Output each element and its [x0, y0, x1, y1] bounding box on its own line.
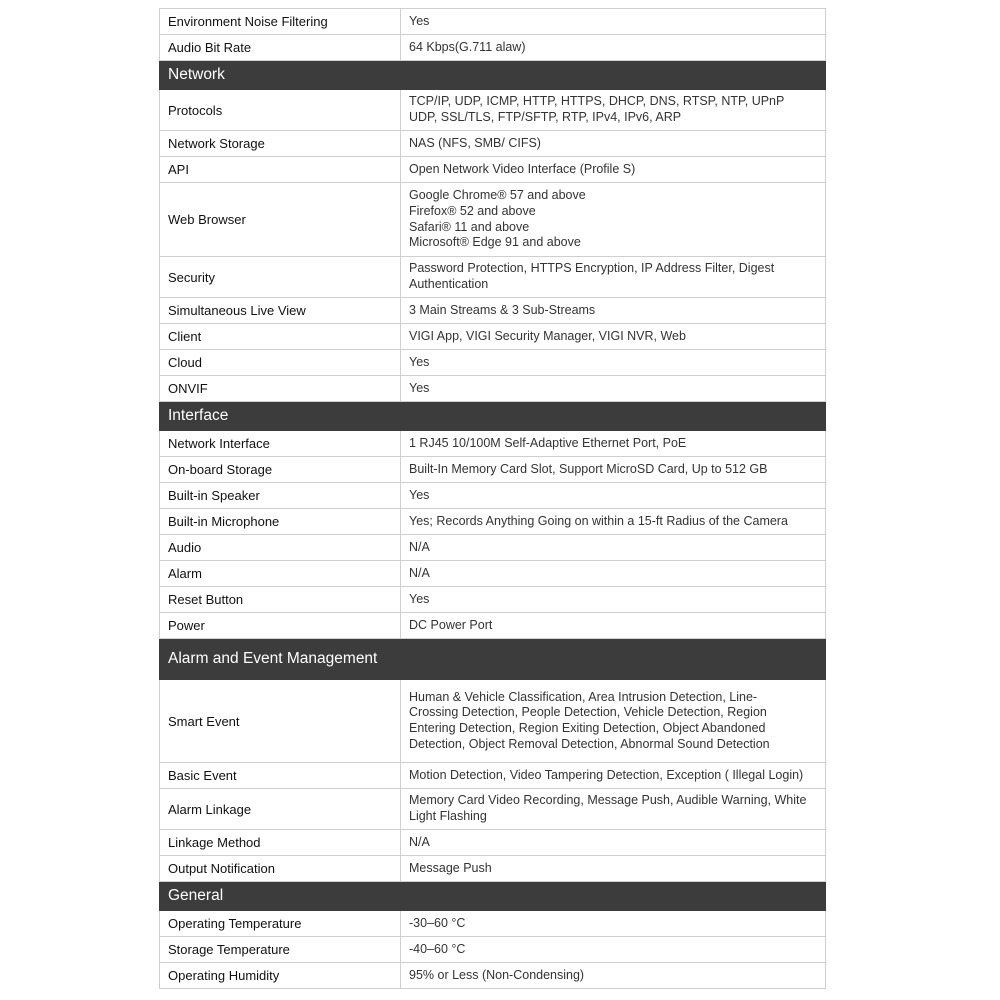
spec-key: Audio — [160, 535, 401, 561]
spec-value — [401, 587, 826, 613]
spec-key: Client — [160, 324, 401, 350]
spec-value — [401, 830, 826, 856]
spec-value — [401, 457, 826, 483]
spec-value-line: Built-In Memory Card Slot, Support MicroSD Card, Up to 512 GB — [409, 461, 768, 476]
spec-key: Protocols — [160, 90, 401, 131]
spec-value-line: -40–60 °C — [409, 941, 466, 956]
spec-key: Audio Bit Rate — [160, 35, 401, 61]
spec-key: Security — [160, 257, 401, 298]
spec-value-line: UDP, SSL/TLS, FTP/SFTP, RTP, IPv4, IPv6, ARP — [409, 110, 682, 124]
spec-key: Cloud — [160, 350, 401, 376]
spec-value-line: N/A — [409, 565, 430, 580]
spec-value — [401, 535, 826, 561]
table-row — [160, 509, 826, 535]
section-header — [160, 61, 826, 90]
spec-key: On-board Storage — [160, 457, 401, 483]
table-row — [160, 830, 826, 856]
spec-value-line: N/A — [409, 834, 430, 849]
spec-value — [401, 350, 826, 376]
spec-key: Linkage Method — [160, 830, 401, 856]
table-row — [160, 483, 826, 509]
spec-value — [401, 680, 826, 763]
spec-key: Alarm — [160, 561, 401, 587]
table-row — [160, 35, 826, 61]
spec-value-line: VIGI App, VIGI Security Manager, VIGI NVR, Web — [409, 328, 686, 343]
spec-table — [159, 8, 826, 989]
spec-value-line: Microsoft® Edge 91 and above — [409, 235, 581, 250]
spec-key: Power — [160, 613, 401, 639]
spec-key: Operating Temperature — [160, 911, 401, 937]
table-row — [160, 431, 826, 457]
spec-value-line: NAS (NFS, SMB/ CIFS) — [409, 135, 541, 150]
spec-value-line: 3 Main Streams & 3 Sub-Streams — [409, 302, 596, 317]
spec-value — [401, 856, 826, 882]
spec-key: Network Storage — [160, 131, 401, 157]
table-row — [160, 561, 826, 587]
spec-value-line: Yes; Records Anything Going on within a 15-ft Radius of the Camera — [409, 513, 788, 528]
spec-value-line: Human & Vehicle Classification, Area Intrusion Detection, Line- — [409, 689, 758, 704]
table-row — [160, 680, 826, 763]
spec-value-line: 1 RJ45 10/100M Self-Adaptive Ethernet Port, PoE — [409, 435, 687, 450]
spec-value-line: Memory Card Video Recording, Message Push, Audible Warning, White — [409, 793, 807, 808]
spec-value-line: Password Protection, HTTPS Encryption, IP Address Filter, Digest — [409, 261, 775, 276]
spec-value — [401, 376, 826, 402]
spec-value — [401, 963, 826, 989]
spec-key: Basic Event — [160, 763, 401, 789]
table-row — [160, 324, 826, 350]
spec-key: Alarm Linkage — [160, 789, 401, 830]
table-row — [160, 856, 826, 882]
table-row — [160, 789, 826, 830]
spec-value — [401, 35, 826, 61]
table-row — [160, 131, 826, 157]
table-row — [160, 963, 826, 989]
spec-value-line: Entering Detection, Region Exiting Detection, Object Abandoned — [409, 721, 766, 735]
spec-value — [401, 483, 826, 509]
table-row — [160, 9, 826, 35]
section-header — [160, 402, 826, 431]
spec-value — [401, 937, 826, 963]
table-row — [160, 183, 826, 257]
table-row — [160, 937, 826, 963]
spec-value — [401, 9, 826, 35]
spec-key: Simultaneous Live View — [160, 298, 401, 324]
table-row — [160, 763, 826, 789]
spec-value — [401, 789, 826, 830]
spec-value — [401, 509, 826, 535]
spec-value-line: 95% or Less (Non-Condensing) — [409, 967, 585, 982]
spec-key: Environment Noise Filtering — [160, 9, 401, 35]
spec-value — [401, 257, 826, 298]
section-title: General — [160, 882, 826, 911]
spec-value — [401, 911, 826, 937]
table-row — [160, 457, 826, 483]
spec-value-line: Yes — [409, 487, 430, 502]
table-row — [160, 587, 826, 613]
spec-value-line: DC Power Port — [409, 617, 493, 632]
spec-value-line: Crossing Detection, People Detection, Vehicle Detection, Region — [409, 705, 767, 720]
spec-value-line: Yes — [409, 13, 430, 28]
spec-key: Output Notification — [160, 856, 401, 882]
table-row — [160, 376, 826, 402]
table-row — [160, 257, 826, 298]
spec-key: Built-in Microphone — [160, 509, 401, 535]
spec-value — [401, 157, 826, 183]
spec-value — [401, 561, 826, 587]
spec-value — [401, 431, 826, 457]
spec-key: Network Interface — [160, 431, 401, 457]
spec-key: Smart Event — [160, 680, 401, 763]
spec-value-line: Detection, Object Removal Detection, Abnormal Sound Detection — [409, 736, 770, 751]
spec-value-line: Yes — [409, 380, 430, 395]
spec-value-line: 64 Kbps(G.711 alaw) — [409, 39, 526, 54]
spec-value-line: Message Push — [409, 860, 492, 875]
spec-key: Storage Temperature — [160, 937, 401, 963]
spec-value-line: Light Flashing — [409, 809, 487, 823]
spec-value — [401, 183, 826, 257]
spec-value-line: Safari® 11 and above — [409, 219, 530, 234]
table-row — [160, 911, 826, 937]
section-title: Network — [160, 61, 826, 90]
spec-value-line: Authentication — [409, 277, 489, 291]
spec-value-line: Google Chrome® 57 and above — [409, 188, 586, 203]
table-row — [160, 350, 826, 376]
section-title: Interface — [160, 402, 826, 431]
section-title: Alarm and Event Management — [160, 639, 826, 680]
spec-value-line: -30–60 °C — [409, 915, 466, 930]
table-row — [160, 298, 826, 324]
spec-value-line: Motion Detection, Video Tampering Detection, Exception ( Illegal Login) — [409, 767, 804, 782]
spec-key: Reset Button — [160, 587, 401, 613]
spec-key: ONVIF — [160, 376, 401, 402]
spec-key: Built-in Speaker — [160, 483, 401, 509]
table-row — [160, 535, 826, 561]
spec-value — [401, 324, 826, 350]
section-header — [160, 882, 826, 911]
spec-value-line: Open Network Video Interface (Profile S) — [409, 161, 636, 176]
spec-key: Web Browser — [160, 183, 401, 257]
spec-key: Operating Humidity — [160, 963, 401, 989]
spec-key: API — [160, 157, 401, 183]
table-row — [160, 613, 826, 639]
spec-value — [401, 90, 826, 131]
spec-value — [401, 763, 826, 789]
spec-value-line: N/A — [409, 539, 430, 554]
spec-value-line: Firefox® 52 and above — [409, 203, 536, 218]
table-row — [160, 90, 826, 131]
spec-value-line: TCP/IP, UDP, ICMP, HTTP, HTTPS, DHCP, DNS, RTSP, NTP, UPnP — [409, 94, 785, 109]
section-header — [160, 639, 826, 680]
spec-value-line: Yes — [409, 591, 430, 606]
table-row — [160, 157, 826, 183]
spec-value — [401, 613, 826, 639]
spec-value — [401, 131, 826, 157]
spec-value-line: Yes — [409, 354, 430, 369]
spec-value — [401, 298, 826, 324]
